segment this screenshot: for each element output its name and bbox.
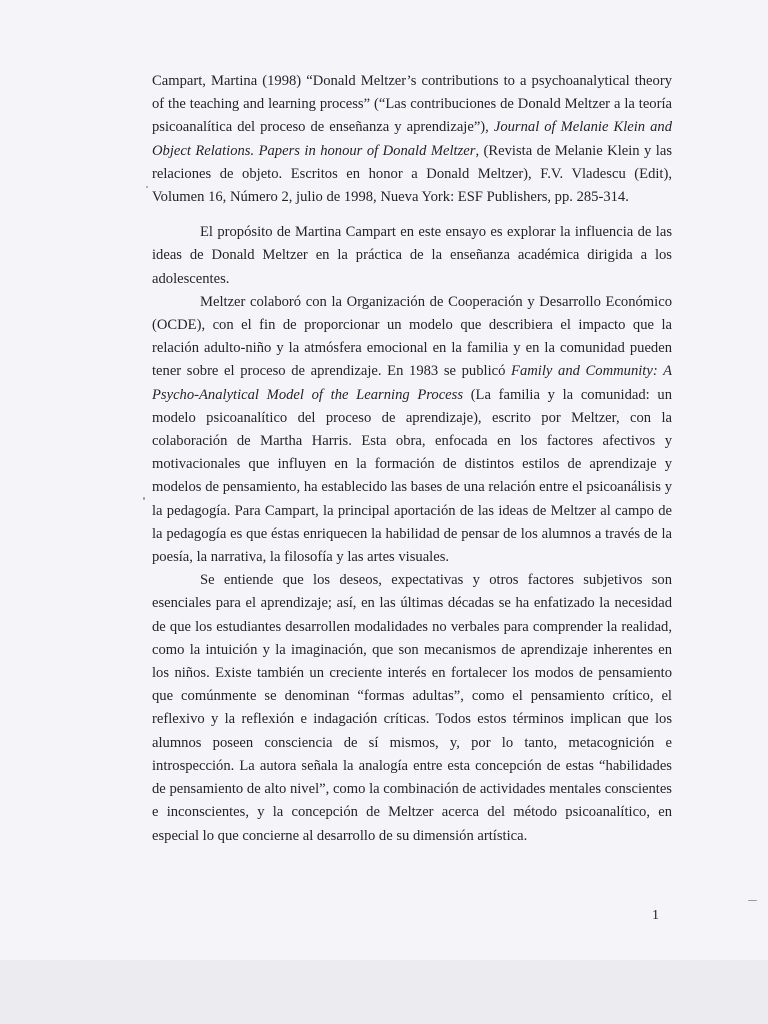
scan-speck xyxy=(143,497,145,500)
page-number: 1 xyxy=(652,908,659,923)
journal-title: Journal of Melanie Klein and Object Relations. Papers in honour of Donald Meltzer xyxy=(152,119,672,159)
paragraph-learning-factors: Se entiende que los deseos, expectativas y otros factores subjetivos son esenciales para el aprendizaje; así, en las últimas décadas se ha enfatizado la necesidad de que los estudiantes desarrollen modalidades no verbales para comprender la realidad, como la intuición y la imaginación, que son mecanismos de aprendizaje inherentes en los niños. Existe también un creciente interés en fortalecer los modos de pensamiento que comúnmente se denominan “formas adultas”, como el pensamiento crítico, el reflexivo y la reflexión e indagación críticas. Todos estos términos implican que los alumnos poseen consciencia de sí mismos, y, por lo tanto, metacognición e introspección. La autora señala la analogía entre esta concepción de estas “habilidades de pensamiento de alto nivel”, como la combinación de actividades mentales conscientes e inconscientes, y la concepción de Meltzer acerca del método psicoanalítico, en especial lo que concierne al desarrollo de su dimensión artística. xyxy=(152,572,672,844)
paragraph-text-continued: (La familia y la comunidad: un modelo psicoanalítico del proceso de aprendizaje), escrito por Meltzer, con la colaboración de Martha Harris. Esta obra, enfocada en los factores afectivos y motivacionales que influyen en la formación de distintos estilos de aprendizaje y modelos de pensamiento, ha establecido las bases de una relación entre el psicoanálisis y la pedagogía. Para Campart, la principal aportación de las ideas de Meltzer al campo de la pedagogía es que éstas enriquecen la habilidad de pensar de los alumnos a través de la poesía, la narrativa, la filosofía y las artes visuales. xyxy=(152,386,672,566)
paragraph-text: Meltzer colaboró con la Organización de Cooperación y Desarrollo Económico (OCDE), con el fin de proporcionar un modelo que describiera el impacto que la relación adulto-niño y la atmósfera emocional en la familia y en la comunidad pueden tener sobre el proceso de aprendizaje. En 1983 se publicó xyxy=(152,293,672,380)
reference-text-continued: , (Revista de Melanie Klein y las relaciones de objeto. Escritos en honor a Donald Meltzer), F.V. Vladescu (Edit), Volumen 16, Número 2, julio de 1998, Nueva York: ESF Publishers, pp. 285-314. xyxy=(152,142,672,206)
book-title: Family and Community: A Psycho-Analytical Model of the Learning Process xyxy=(152,363,672,403)
scan-speck xyxy=(146,186,148,188)
reference-text: Campart, Martina (1998) “Donald Meltzer’s contributions to a psychoanalytical theory of the teaching and learning process” (“Las contribuciones de Donald Meltzer a la teoría psicoanalítica del proceso de enseñanza y aprendizaje”), xyxy=(152,73,672,136)
paragraph-purpose: El propósito de Martina Campart en este ensayo es explorar la influencia de las ideas de Donald Meltzer en la práctica de la enseñanza académica dirigida a los adolescentes. xyxy=(152,224,672,287)
scan-margin xyxy=(0,960,768,1024)
bibliographic-reference xyxy=(152,70,672,209)
paragraph-meltzer-ocde xyxy=(152,291,672,569)
body-text xyxy=(152,70,672,848)
scan-speck xyxy=(748,900,757,901)
